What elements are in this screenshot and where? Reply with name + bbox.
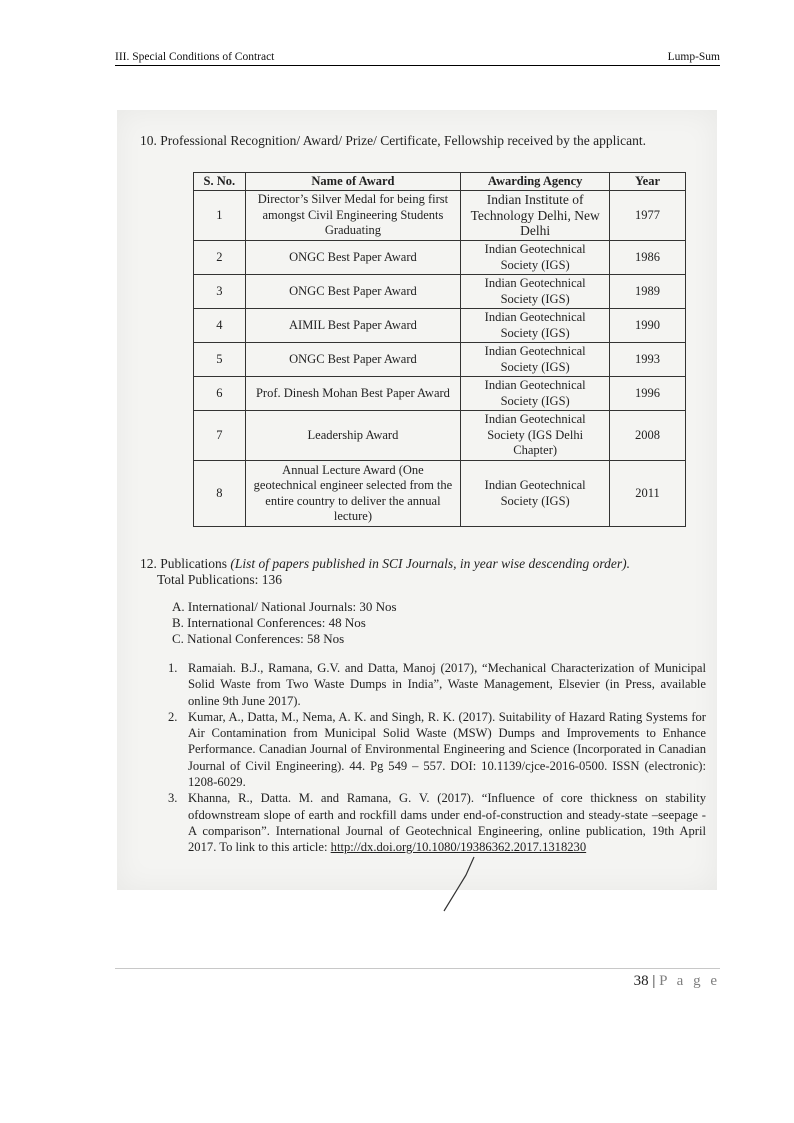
cell-year: 1996 [610, 377, 686, 411]
cell-agency: Indian Geotechnical Society (IGS) [461, 343, 610, 377]
awards-table-header-row [194, 173, 686, 191]
col-header-year: Year [610, 173, 686, 191]
publication-text: Ramaiah. B.J., Ramana, G.V. and Datta, Manoj (2017), “Mechanical Characterization of Municipal Solid Waste from Two Waste Dumps in India”, Waste Management, Elsevier (in Press, available online 9th June 2017). [188, 661, 706, 708]
doi-link[interactable]: http://dx.doi.org/10.1080/19386362.2017.1318230 [330, 840, 587, 855]
table-row [194, 377, 686, 411]
section-12-subtitle: (List of papers published in SCI Journals, in year wise descending order). [230, 556, 630, 571]
col-header-award-name: Name of Award [245, 173, 461, 191]
publication-number: 2. [168, 709, 178, 724]
cell-agency: Indian Geotechnical Society (IGS) [461, 461, 610, 527]
cell-sno: 1 [194, 191, 246, 241]
page-separator: | [648, 973, 660, 989]
table-row [194, 191, 686, 241]
cell-agency: Indian Institute of Technology Delhi, New Delhi [461, 191, 610, 241]
cell-award-name: Prof. Dinesh Mohan Best Paper Award [245, 377, 461, 411]
cell-award-name: ONGC Best Paper Award [245, 241, 461, 275]
cell-agency: Indian Geotechnical Society (IGS Delhi Chapter) [461, 411, 610, 461]
section-12-title: 12. Publications [140, 556, 231, 571]
page-header [115, 51, 720, 66]
total-publications: Total Publications: 136 [157, 572, 283, 587]
cell-agency: Indian Geotechnical Society (IGS) [461, 275, 610, 309]
table-row [194, 411, 686, 461]
cell-sno: 7 [194, 411, 246, 461]
cell-sno: 4 [194, 309, 246, 343]
list-item [168, 660, 706, 709]
table-row [194, 461, 686, 527]
publication-number: 3. [168, 791, 178, 806]
cell-agency: Indian Geotechnical Society (IGS) [461, 377, 610, 411]
cell-year: 2008 [610, 411, 686, 461]
list-item [168, 709, 706, 790]
category-national-conferences: C. National Conferences: 58 Nos [172, 631, 345, 646]
cell-sno: 8 [194, 461, 246, 527]
table-row [194, 343, 686, 377]
section-12-heading [140, 556, 630, 572]
publication-text: Khanna, R., Datta. M. and Ramana, G. V. (2017). “Influence of core thickness on stability ofdownstream slope of earth and rockfill dams under end-of-construction and steady-state –seepage - A comparison”. International Journal of Geotechnical Engineering, online publication, 19th April 2017. To link to this article: [188, 791, 706, 855]
table-row [194, 241, 686, 275]
cell-award-name: Leadership Award [245, 411, 461, 461]
header-section-title: III. Special Conditions of Contract [115, 51, 275, 63]
cell-agency: Indian Geotechnical Society (IGS) [461, 309, 610, 343]
awards-table [193, 172, 686, 527]
category-intl-conferences: B. International Conferences: 48 Nos [172, 615, 366, 630]
cell-year: 1977 [610, 191, 686, 241]
cell-year: 1990 [610, 309, 686, 343]
table-row [194, 275, 686, 309]
cell-year: 1989 [610, 275, 686, 309]
cell-agency: Indian Geotechnical Society (IGS) [461, 241, 610, 275]
cell-year: 2011 [610, 461, 686, 527]
cell-award-name: Director’s Silver Medal for being first amongst Civil Engineering Students Graduating [245, 191, 461, 241]
cell-year: 1993 [610, 343, 686, 377]
publication-number: 1. [168, 661, 178, 675]
cell-award-name: ONGC Best Paper Award [245, 275, 461, 309]
cell-year: 1986 [610, 241, 686, 275]
publication-categories [172, 599, 397, 647]
page-number: 38 [633, 973, 649, 989]
pen-stroke-icon [440, 855, 480, 915]
publication-text: Kumar, A., Datta, M., Nema, A. K. and Singh, R. K. (2017). Suitability of Hazard Rating Systems for Air Contamination from Municipal Solid Waste (MSW) Dumps and Improvements to Enhance Performance. Canadian Journal of Environmental Engineering and Science (Incorporated in Canadian Journal of Civil Engineering). 44. Pg 549 – 557. DOI: 10.1139/cjce-2016-0500. ISSN (electronic): 1208-6029. [188, 709, 706, 790]
cell-sno: 3 [194, 275, 246, 309]
col-header-sno: S. No. [194, 173, 246, 191]
cell-award-name: AIMIL Best Paper Award [245, 309, 461, 343]
cell-award-name: ONGC Best Paper Award [245, 343, 461, 377]
table-row [194, 309, 686, 343]
section-10-heading: 10. Professional Recognition/ Award/ Prize/ Certificate, Fellowship received by the applicant. [140, 133, 647, 148]
cell-sno: 6 [194, 377, 246, 411]
header-contract-type: Lump-Sum [667, 51, 720, 63]
list-item [168, 790, 706, 855]
page-footer [634, 973, 720, 990]
footer-divider [115, 968, 720, 969]
category-journals: A. International/ National Journals: 30 Nos [172, 599, 397, 614]
page-label: P a g e [659, 973, 720, 989]
publications-list [168, 660, 706, 856]
col-header-agency: Awarding Agency [461, 173, 610, 191]
cell-sno: 5 [194, 343, 246, 377]
cell-award-name: Annual Lecture Award (One geotechnical engineer selected from the entire country to deliver the annual lecture) [245, 461, 461, 527]
cell-sno: 2 [194, 241, 246, 275]
